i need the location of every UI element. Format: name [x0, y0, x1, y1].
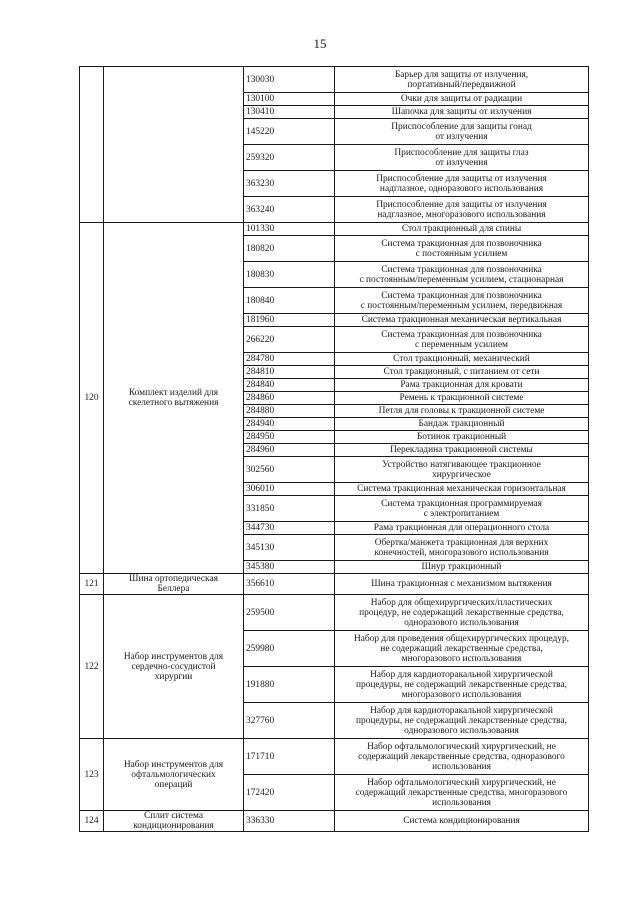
device-code: 180840 [244, 288, 335, 314]
device-code: 284860 [244, 392, 335, 405]
device-description: Приспособление для защиты глаз от излучения [335, 145, 589, 171]
group-number: 123 [80, 739, 104, 811]
table-row [80, 574, 589, 595]
device-code: 284960 [244, 444, 335, 457]
group-name: Набор инструментов для офтальмологических операций [104, 739, 244, 811]
device-description: Набор для кардиоторакальной хирургической процедуры, не содержащий лекарственные средства, одноразового использования [335, 703, 589, 739]
device-code: 302560 [244, 457, 335, 483]
table-row [80, 223, 589, 236]
device-description: Петля для головы к тракционной системе [335, 405, 589, 418]
device-code: 180830 [244, 262, 335, 288]
device-code: 259500 [244, 595, 335, 631]
group-number: 124 [80, 811, 104, 832]
device-code: 130410 [244, 106, 335, 119]
device-code: 130030 [244, 67, 335, 93]
table-row [80, 595, 589, 631]
group-name [104, 67, 244, 223]
group-number: 122 [80, 595, 104, 739]
device-code: 284880 [244, 405, 335, 418]
device-code: 130100 [244, 93, 335, 106]
device-description: Рама тракционная для кровати [335, 379, 589, 392]
device-code: 344730 [244, 522, 335, 535]
device-description: Система тракционная механическая горизонтальная [335, 483, 589, 496]
group-number [80, 67, 104, 223]
device-code: 266220 [244, 327, 335, 353]
device-code: 363230 [244, 171, 335, 197]
device-description: Набор офтальмологический хирургический, не содержащий лекарственные средства, многоразового использования [335, 775, 589, 811]
table-row [80, 67, 589, 93]
device-description: Система тракционная механическая вертикальная [335, 314, 589, 327]
device-description: Стол тракционный, механический [335, 353, 589, 366]
device-code: 180820 [244, 236, 335, 262]
table-row [80, 739, 589, 775]
table-row [80, 811, 589, 832]
device-description: Система тракционная для позвоночника с постоянным/переменным усилием, передвижная [335, 288, 589, 314]
device-code: 336330 [244, 811, 335, 832]
device-code: 181960 [244, 314, 335, 327]
device-description: Обертка/манжета тракционная для верхних конечностей, многоразового использования [335, 535, 589, 561]
device-description: Система тракционная для позвоночника с переменным усилием [335, 327, 589, 353]
device-description: Рама тракционная для операционного стола [335, 522, 589, 535]
group-name: Комплект изделий для скелетного вытяжения [104, 223, 244, 574]
device-code: 363240 [244, 197, 335, 223]
device-code: 284950 [244, 431, 335, 444]
device-description: Перекладина тракционной системы [335, 444, 589, 457]
device-code: 356610 [244, 574, 335, 595]
device-description: Шнур тракционный [335, 561, 589, 574]
device-code: 284940 [244, 418, 335, 431]
device-description: Ботинок тракционный [335, 431, 589, 444]
device-description: Набор для проведения общехирургических процедур, не содержащий лекарственные средства, многоразового использования [335, 631, 589, 667]
group-number: 120 [80, 223, 104, 574]
device-code: 331850 [244, 496, 335, 522]
device-description: Приспособление для защиты гонад от излучения [335, 119, 589, 145]
device-code: 259980 [244, 631, 335, 667]
device-description: Барьер для защиты от излучения, портативный/передвижной [335, 67, 589, 93]
device-description: Устройство натягивающее тракционное хирургическое [335, 457, 589, 483]
device-description: Шина тракционная с механизмом вытяжения [335, 574, 589, 595]
group-name: Сплит система кондиционирования [104, 811, 244, 832]
device-description: Приспособление для защиты от излучения надглазное, многоразового использования [335, 197, 589, 223]
group-name: Шина ортопедическая Беллера [104, 574, 244, 595]
device-code: 306010 [244, 483, 335, 496]
device-code: 345380 [244, 561, 335, 574]
device-code: 345130 [244, 535, 335, 561]
device-description: Ремень к тракционной системе [335, 392, 589, 405]
page-number: 15 [313, 36, 327, 51]
device-code: 172420 [244, 775, 335, 811]
device-description: Стол тракционный для спины [335, 223, 589, 236]
device-code: 145220 [244, 119, 335, 145]
device-register-table [79, 66, 589, 832]
device-code: 284840 [244, 379, 335, 392]
device-code: 171710 [244, 739, 335, 775]
device-description: Система тракционная программируемая с электропитанием [335, 496, 589, 522]
device-description: Набор для общехирургических/пластических процедур, не содержащий лекарственные средства, одноразового использования [335, 595, 589, 631]
device-description: Система тракционная для позвоночника с постоянным усилием [335, 236, 589, 262]
device-description: Очки для защиты от радиации [335, 93, 589, 106]
device-code: 191880 [244, 667, 335, 703]
group-name: Набор инструментов для сердечно-сосудистой хирургии [104, 595, 244, 739]
device-code: 284810 [244, 366, 335, 379]
device-description: Шапочка для защиты от излучения [335, 106, 589, 119]
device-code: 259320 [244, 145, 335, 171]
device-register-body [80, 67, 589, 832]
group-number: 121 [80, 574, 104, 595]
device-description: Набор офтальмологический хирургический, не содержащий лекарственные средства, одноразового использования [335, 739, 589, 775]
device-description: Бандаж тракционный [335, 418, 589, 431]
device-description: Стол тракционный, с питанием от сети [335, 366, 589, 379]
device-description: Система кондиционирования [335, 811, 589, 832]
device-description: Набор для кардиоторакальной хирургической процедуры, не содержащий лекарственные средства, многоразового использования [335, 667, 589, 703]
device-description: Система тракционная для позвоночника с постоянным/переменным усилием, стационарная [335, 262, 589, 288]
device-description: Приспособление для защиты от излучения надглазное, одноразового использования [335, 171, 589, 197]
device-code: 284780 [244, 353, 335, 366]
device-code: 101330 [244, 223, 335, 236]
device-code: 327760 [244, 703, 335, 739]
